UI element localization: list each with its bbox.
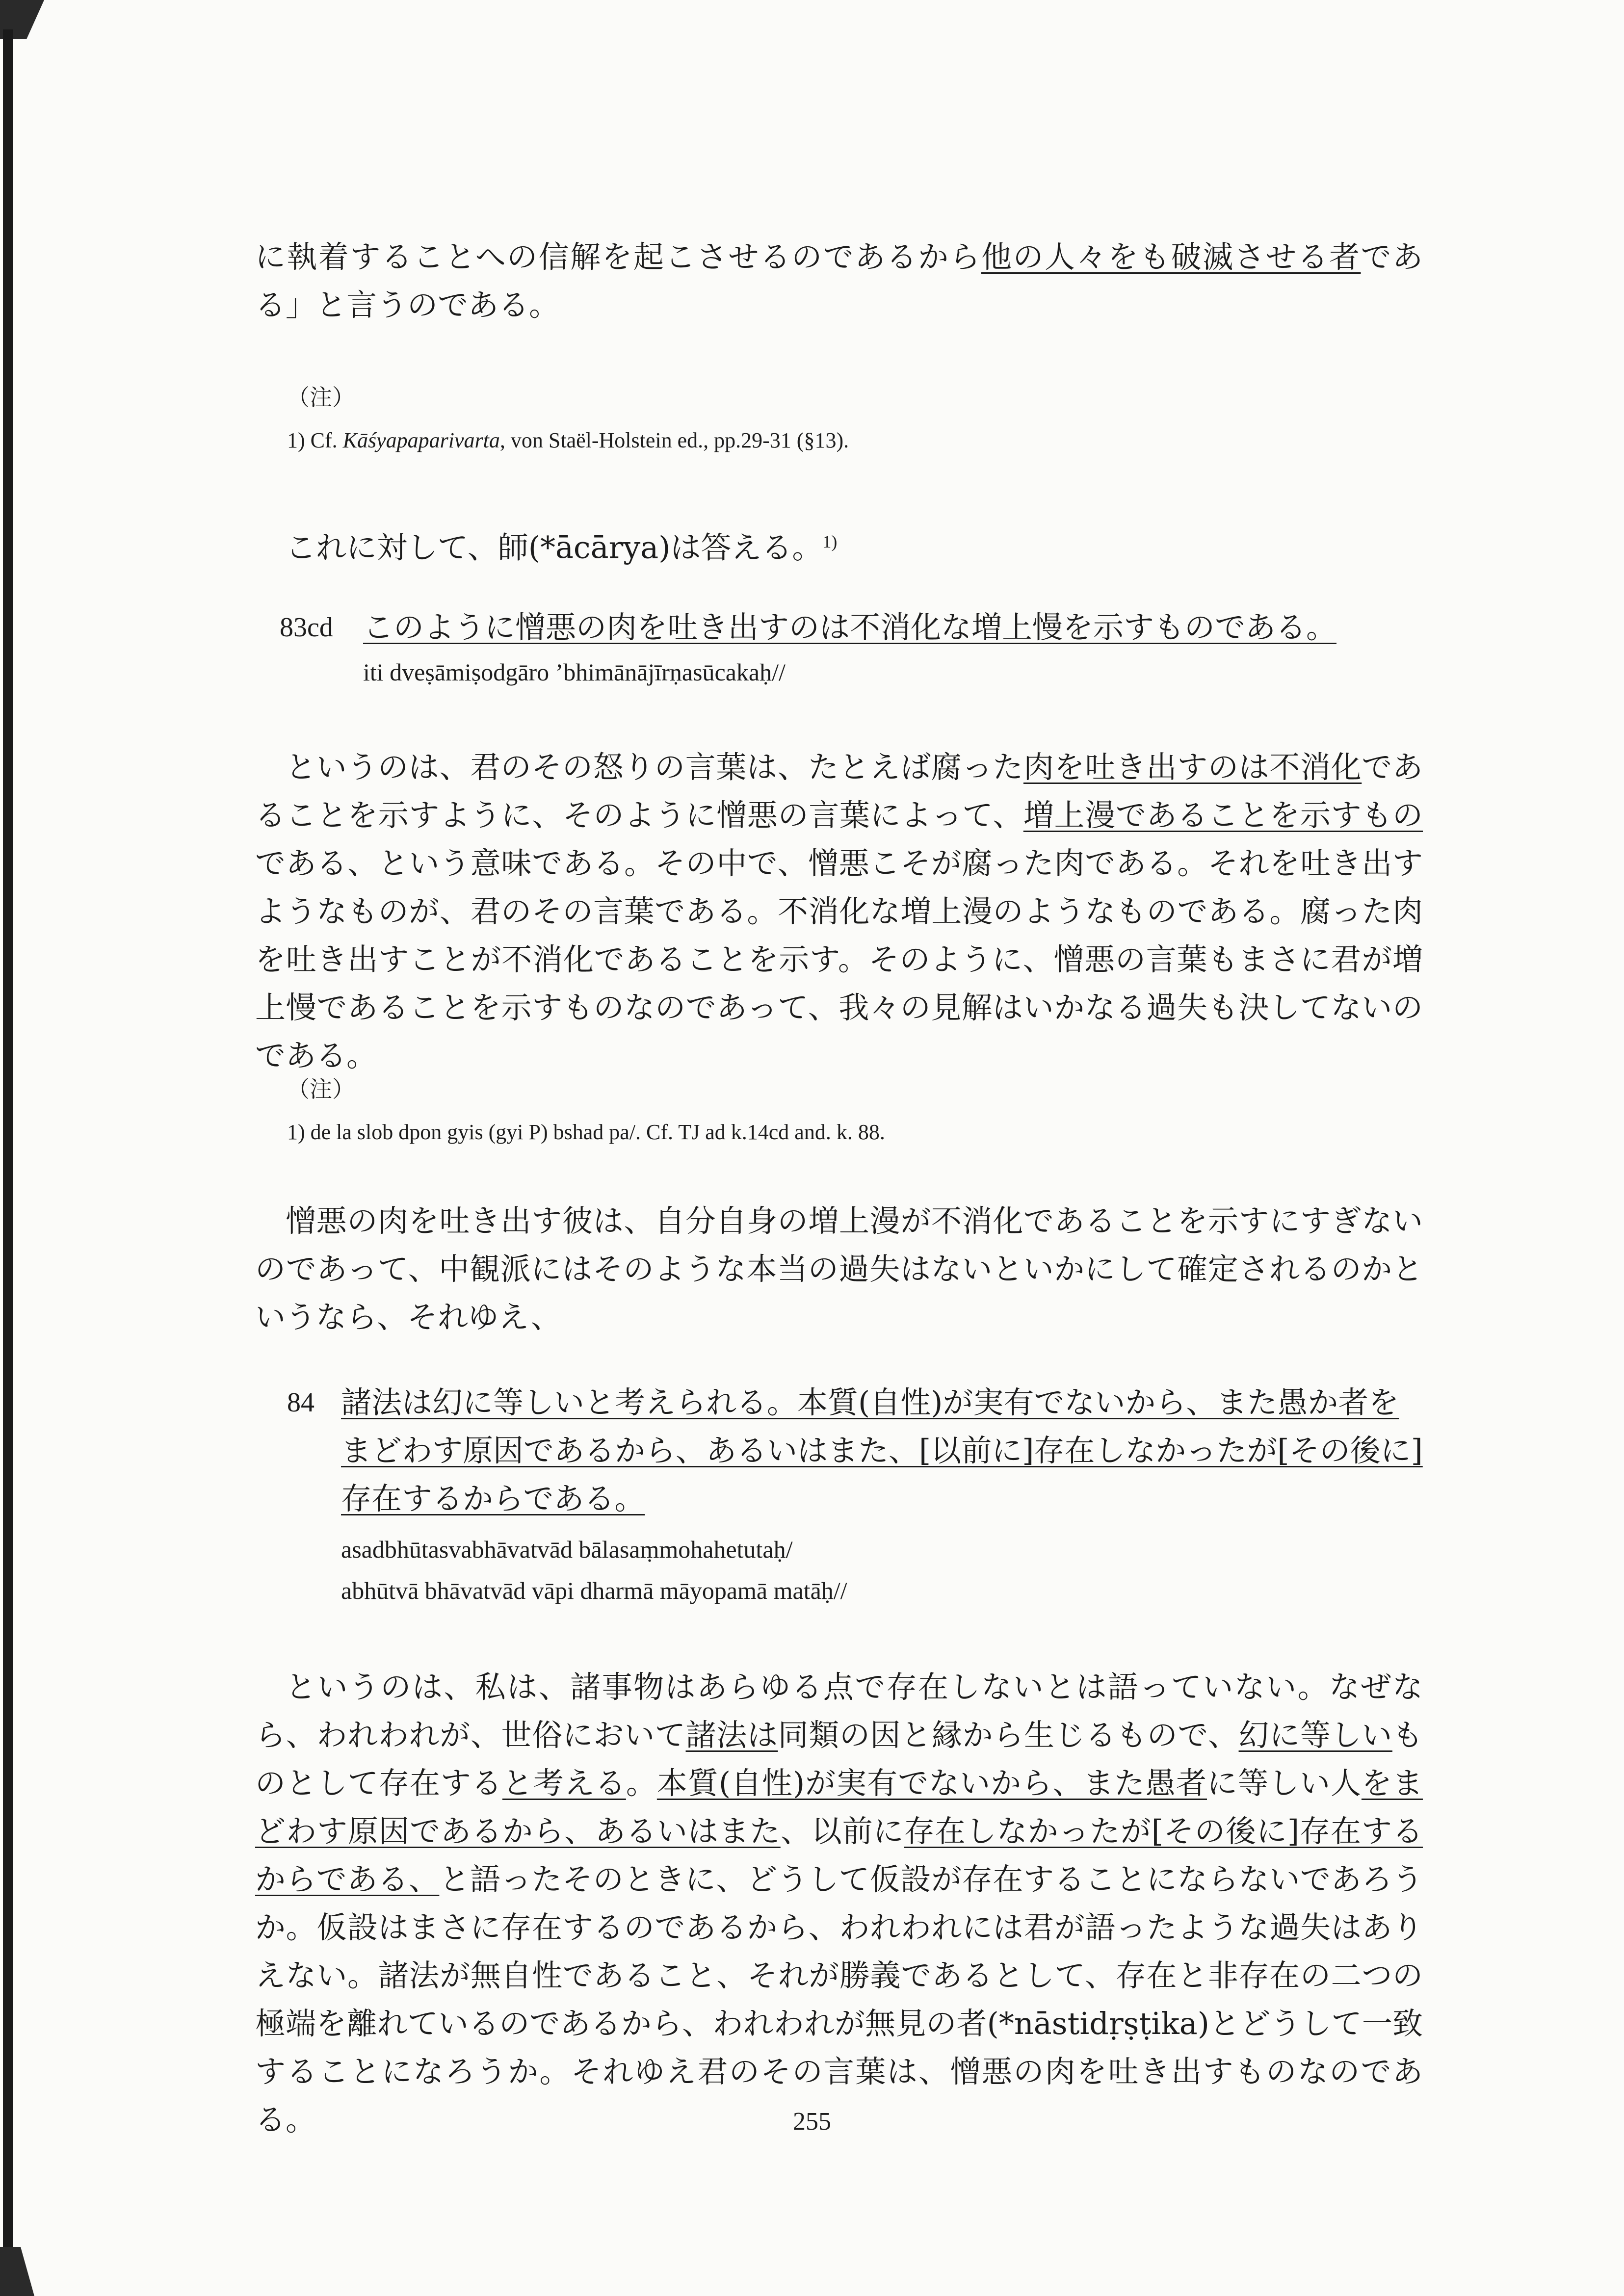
footnote-marker: 1) [822, 532, 838, 551]
binding-bottom-mark [0, 2247, 34, 2296]
underlined-phrase: 他の人々をも破滅させる者 [981, 239, 1361, 275]
note-line-1 [287, 426, 1455, 455]
note-number: 1) Cf. [287, 428, 343, 452]
underlined-phrase: 本質(自性)が実有でないから、また愚者 [656, 1765, 1207, 1801]
commentary-83 [255, 743, 1423, 1080]
verse-84 [287, 1379, 1423, 1611]
underlined-phrase: 肉を吐き出すのは不消化 [1023, 749, 1362, 785]
verse-sanskrit: iti dveṣāmiṣodgāro ’bhimānājīrṇasūcakaḥ// [363, 658, 786, 686]
text-run: に等しい人 [1207, 1765, 1362, 1801]
text-run: であることを示すように、そのように憎悪の言葉によって、 [255, 749, 1423, 833]
book-binding-shadow [0, 0, 26, 2296]
note-block-2 [287, 1074, 1455, 1147]
verse-body [341, 1379, 1423, 1611]
paragraph-3 [255, 743, 1423, 1080]
note-heading: （注） [287, 1076, 355, 1102]
text-run: 同類の因と縁から生じるもので、 [778, 1717, 1239, 1753]
paragraph-4: 憎悪の肉を吐き出す彼は、自分自身の増上漫が不消化であることを示すにすぎないのであって、中観派にはそのような本当の過失はないといかにして確定されるのかというなら、それゆえ、 [255, 1203, 1423, 1335]
note-heading: （注） [287, 384, 355, 411]
text-run: というのは、君のその怒りの言葉は、たとえば腐った [286, 749, 1023, 785]
response-intro [286, 518, 1453, 572]
underlined-phrase: 幻に等しい [1238, 1717, 1392, 1753]
verse-body [363, 603, 1423, 693]
text-run: 、以前に [780, 1813, 904, 1849]
verse-row [287, 1379, 1423, 1611]
verse-sanskrit-line-1: asadbhūtasvabhāvatvād bālasaṃmohahetutaḥ/ [341, 1536, 793, 1563]
note-line-1: 1) de la slob dpon gyis (gyi P) bshad pa/. Cf. TJ ad k.14cd and. k. 88. [287, 1120, 885, 1144]
verse-row [280, 603, 1423, 693]
verse-translation-text: 諸法は幻に等しいと考えられる。本質(自性)が実有でないから、また愚か者をまどわす原因であるから、あるいはまた、[以前に]存在しなかったが[その後に]存在するからである。 [341, 1384, 1423, 1516]
underlined-phrase: と考える [502, 1765, 626, 1801]
paragraph-2 [286, 518, 1453, 572]
text-run: である、という意味である。その中で、憎悪こそが腐った肉である。それを吐き出すようなものが、君のその言葉である。不消化な増上漫のようなものである。腐った肉を吐き出すことが不消化であることを示す。そのように、憎悪の言葉もまさに君が増上慢であることを示すものなのであって、我々の見解はいかなる過失も決してないのである。 [255, 845, 1423, 1073]
underlined-phrase: 増上漫であることを示すもの [1023, 797, 1423, 833]
verse-translation [341, 1379, 1423, 1523]
underlined-phrase: 諸法は [685, 1717, 778, 1753]
text-run: ものとして存在する [255, 1717, 1423, 1801]
underlined-phrase: をまどわす原因であるから、あるいはまた [255, 1765, 1423, 1849]
binding-edge [3, 29, 13, 2267]
commentary-84 [255, 1663, 1423, 2144]
transition-paragraph [255, 1197, 1423, 1341]
text-run: これに対して、師(*ācārya)は答える。 [286, 529, 823, 566]
note-block-1 [287, 383, 1455, 455]
text-run: というのは、私は、諸事物はあらゆる点で存在しないとは語っていない。なぜなら、われわれが、世俗において [255, 1669, 1423, 1753]
verse-translation-text: このように憎悪の肉を吐き出すのは不消化な増上慢を示すものである。 [363, 609, 1337, 645]
verse-translation [363, 603, 1423, 652]
page-number: 255 [793, 2108, 831, 2136]
text-run: 。 [626, 1765, 657, 1801]
note-title: Kāśyapaparivarta [342, 428, 500, 452]
text-run: である」と言うのである。 [255, 239, 1423, 323]
text-run: と語ったそのときに、どうして仮設が存在することにならないであろうか。仮設はまさに存在するのであるから、われわれには君が語ったような過失はありえない。諸法が無自性であること、それが勝義であるとして、存在と非存在の二つの極端を離れているのであるから、われわれが無見の者(*nāstidṛṣṭika)とどうして一致することになろうか。それゆえ君のその言葉は、憎悪の肉を吐き出すものなのである。 [255, 1861, 1423, 2138]
paragraph-1 [255, 233, 1423, 329]
verse-number: 84 [287, 1387, 314, 1418]
note-citation: , von Staël-Holstein ed., pp.29-31 (§13). [499, 428, 849, 452]
paragraph-continuation [255, 233, 1423, 329]
paragraph-5 [255, 1663, 1423, 2144]
verse-sanskrit-line-2: abhūtvā bhāvatvād vāpi dharmā māyopamā matāḥ// [341, 1577, 847, 1604]
underlined-phrase: 存在しなかったが[その後に]存在するからである、 [255, 1813, 1423, 1897]
text-run: に執着することへの信解を起こさせるのであるから [255, 239, 982, 275]
verse-number: 83cd [280, 612, 333, 643]
verse-83cd [280, 603, 1423, 693]
